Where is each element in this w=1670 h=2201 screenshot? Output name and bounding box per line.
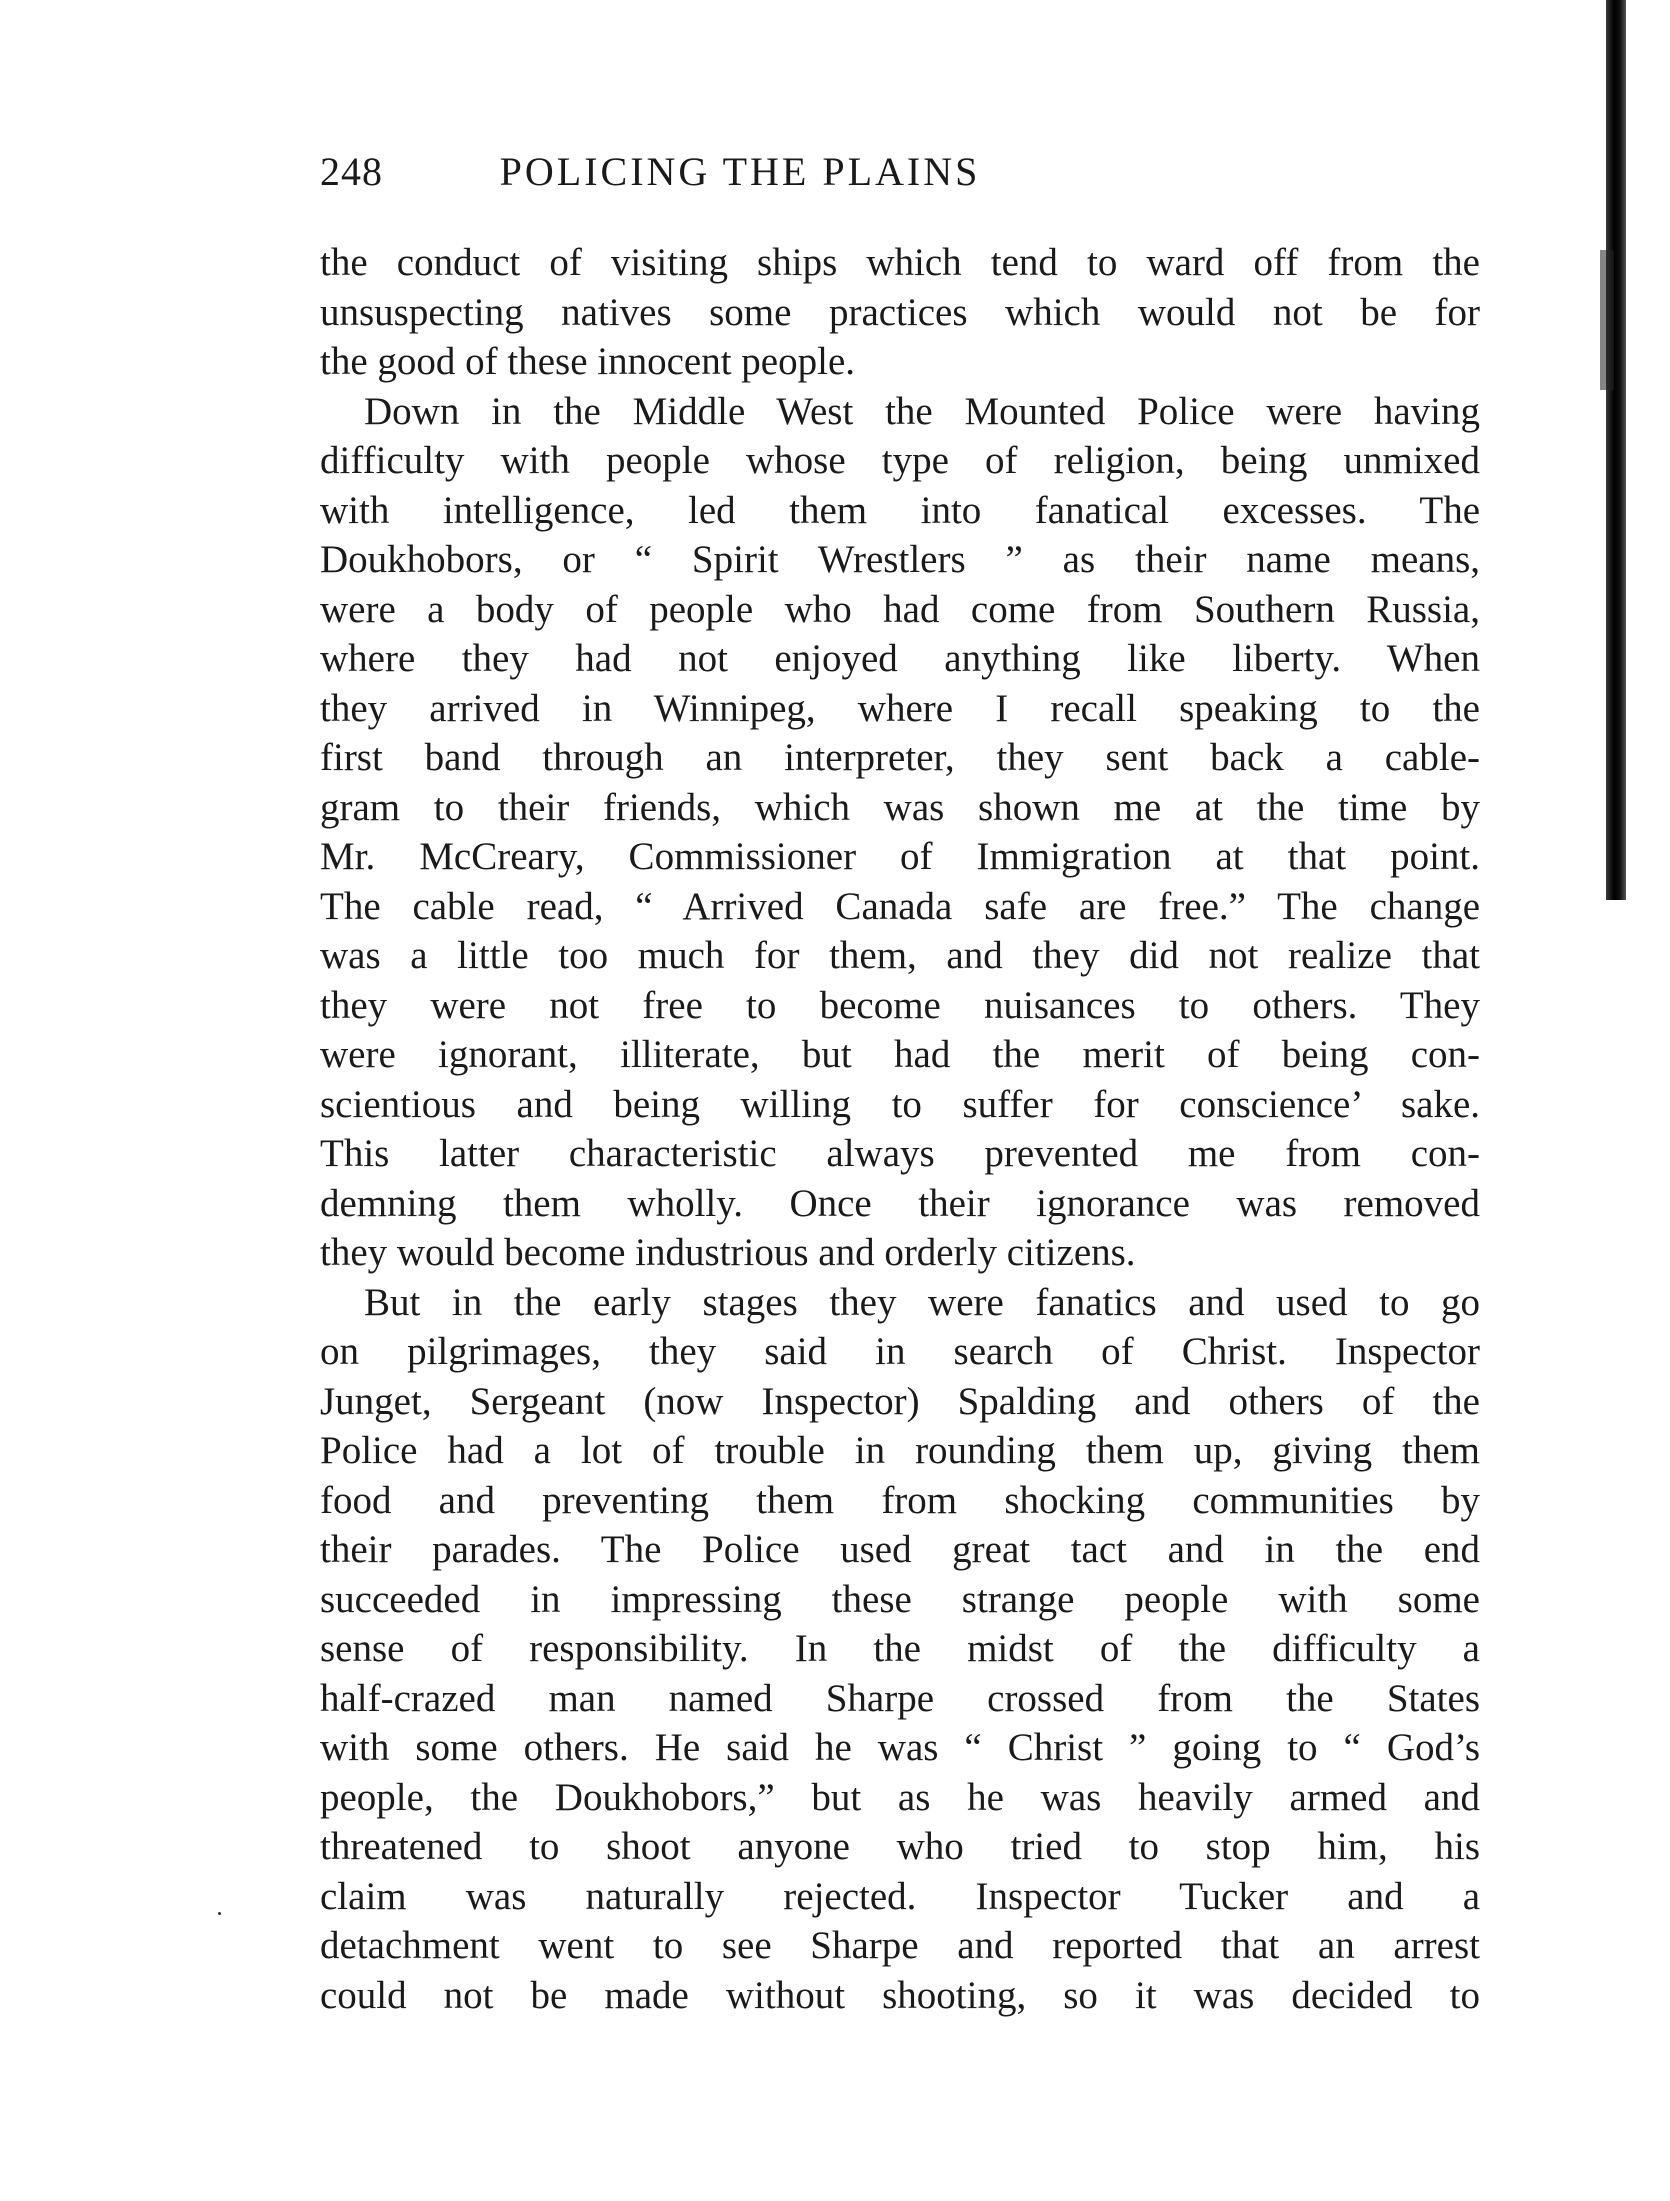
text-line: scientious and being willing to suffer for conscience’ sake.	[320, 1082, 1480, 1126]
text-line: people, the Doukhobors,” but as he was heavily armed and	[320, 1775, 1480, 1819]
text-line: half-crazed man named Sharpe crossed from the States	[320, 1676, 1480, 1720]
paragraph	[320, 238, 1480, 387]
text-line: Police had a lot of trouble in rounding them up, giving them	[320, 1429, 1480, 1472]
text-line: gram to their friends, which was shown me at the time by	[320, 785, 1480, 829]
text-line: unsuspecting natives some practices which would not be for	[320, 290, 1480, 334]
text-line: the conduct of visiting ships which tend to ward off from the	[320, 241, 1480, 284]
text-line: demning them wholly. Once their ignorance was removed	[320, 1181, 1480, 1225]
text-line: with intelligence, led them into fanatical excesses. The	[320, 488, 1480, 532]
text-line: could not be made without shooting, so it was decided to	[320, 1973, 1480, 2017]
text-line: This latter characteristic always prevented me from con-	[320, 1132, 1480, 1175]
text-line: were ignorant, illiterate, but had the merit of being con-	[320, 1033, 1480, 1076]
text-line: they arrived in Winnipeg, where I recall speaking to the	[320, 686, 1480, 730]
scan-speck	[218, 1912, 221, 1915]
paragraph	[320, 387, 1480, 1278]
text-line: claim was naturally rejected. Inspector Tucker and a	[320, 1874, 1480, 1918]
text-line: first band through an interpreter, they sent back a cable-	[320, 736, 1480, 779]
text-line: Down in the Middle West the Mounted Police were having	[364, 389, 1480, 433]
text-line: Junget, Sergeant (now Inspector) Spalding and others of the	[320, 1379, 1480, 1423]
text-line: succeeded in impressing these strange people with some	[320, 1577, 1480, 1621]
text-line: they would become industrious and orderly citizens.	[320, 1231, 1136, 1274]
text-line: was a little too much for them, and they did not realize that	[320, 934, 1480, 977]
text-line: were a body of people who had come from Southern Russia,	[320, 587, 1480, 631]
running-head: POLICING THE PLAINS	[499, 149, 981, 194]
text-line: their parades. The Police used great tact and in the end	[320, 1528, 1480, 1571]
text-line: Doukhobors, or “ Spirit Wrestlers ” as their name means,	[320, 538, 1480, 581]
text-line: the good of these innocent people.	[320, 340, 856, 383]
page-header	[320, 148, 1160, 198]
text-line: The cable read, “ Arrived Canada safe are free.” The change	[320, 884, 1480, 928]
text-line: they were not free to become nuisances to others. They	[320, 983, 1480, 1027]
scan-edge-shadow	[1606, 0, 1626, 900]
page-number: 248	[320, 149, 383, 194]
text-line: with some others. He said he was “ Christ ” going to “ God’s	[320, 1726, 1480, 1769]
text-line: where they had not enjoyed anything like liberty. When	[320, 637, 1480, 680]
paragraph	[320, 1278, 1480, 2021]
text-line: threatened to shoot anyone who tried to stop him, his	[320, 1825, 1480, 1868]
scan-edge-smudge	[1600, 250, 1614, 390]
text-line: But in the early stages they were fanatics and used to go	[364, 1280, 1480, 1324]
text-line: Mr. McCreary, Commissioner of Immigration at that point.	[320, 835, 1480, 878]
text-line: food and preventing them from shocking communities by	[320, 1478, 1480, 1522]
text-line: difficulty with people whose type of religion, being unmixed	[320, 439, 1480, 482]
body-text	[320, 238, 1480, 2020]
text-line: on pilgrimages, they said in search of Christ. Inspector	[320, 1330, 1480, 1373]
text-line: sense of responsibility. In the midst of the difficulty a	[320, 1627, 1480, 1670]
text-line: detachment went to see Sharpe and reported that an arrest	[320, 1924, 1480, 1967]
